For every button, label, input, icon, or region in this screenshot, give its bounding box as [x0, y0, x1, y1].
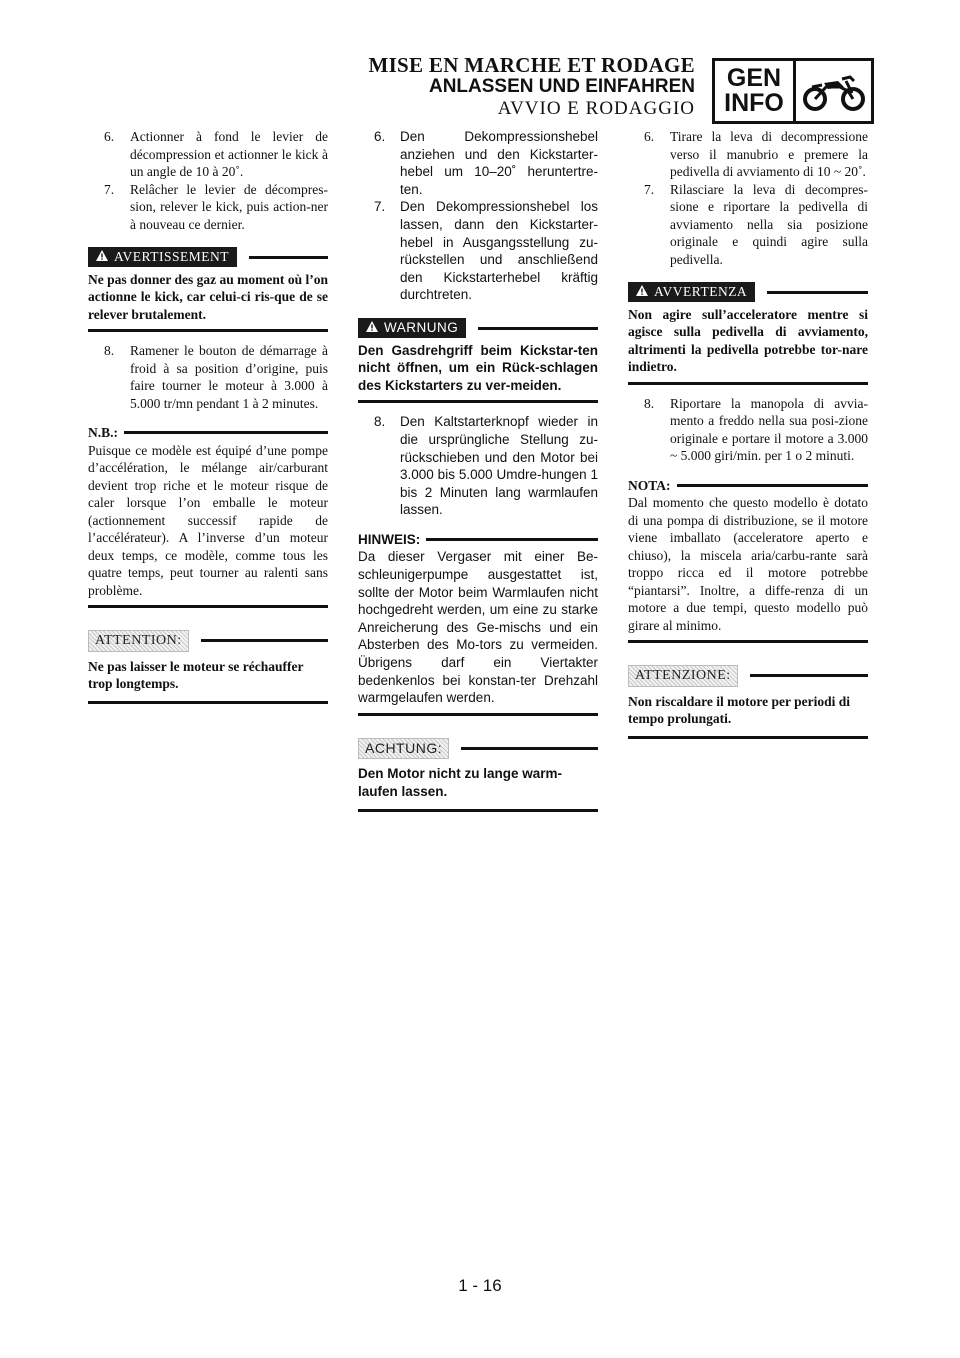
note-label: N.B.: [88, 425, 118, 440]
title-italian: AVVIO E RODAGGIO [497, 98, 695, 119]
divider [249, 256, 328, 259]
step-text: Riportare la manopola di avvia-mento a freddo nella sua posi-zione originale e portare il motore a 3.000 ~ 5.000 giri/min. per 1 o 2 minuti. [670, 395, 868, 463]
step-text: Ramener le bouton de démarrage à froid à sa position d’origine, puis faire tourner le moteur à 3.000 à 5.000 tr/mn pendant 1 à 2 minutes. [130, 343, 328, 411]
warning-text: Non agire sull’acceleratore mentre si agisce sulla pedivella di avviamento, altrimenti la pedivella potrebbe tor-nare indietro. [628, 306, 868, 385]
title-french: MISE EN MARCHE ET RODAGE [368, 53, 695, 77]
note-text: Da dieser Vergaser mit einer Be-schleunigerpumpe ausgestattet ist, sollte der Motor beim Warmlaufen nicht hochgedreht werden, um eine zu starke Anreicherung des Ge-mischs und ein Absterben des Mo-tors zu vermeiden. Übrigens darf ein Viertakter bedenkenlos bei konstan-ter Drehzahl warmgelaufen werden. [358, 548, 598, 715]
step-number: 8. [374, 414, 386, 430]
step-text: Relâcher le levier de décompres-sion, relever le kick, puis action-ner à nouveau ce dernier. [130, 181, 328, 232]
divider [750, 674, 868, 677]
page-number: 1 - 16 [458, 1276, 502, 1295]
step-7 [644, 181, 868, 269]
step-text: Den Kaltstarterknopf wieder in die ursprüngliche Stellung zu-rückschieben und den Motor bei 3.000 bis 5.000 Umdre-hungen 1 bis 2 Minuten lang warmlaufen lassen. [400, 414, 598, 518]
step-7 [104, 181, 328, 234]
divider [767, 291, 868, 294]
warning-text: Den Gasdrehgriff beim Kickstar-ten nicht öffnen, um ein Rück-schlagen des Kickstarters zu ver-meiden. [358, 342, 598, 404]
column-german [358, 128, 598, 812]
divider [478, 327, 598, 330]
warning-label: AVVERTENZA [654, 284, 748, 299]
divider [201, 639, 328, 642]
caution-label: ATTENZIONE: [628, 665, 738, 687]
warning-triangle-icon [96, 248, 108, 266]
warning-text: Ne pas donner des gaz au moment où l’on actionne le kick, car celui-ci ris-que de se relever brutalement. [88, 271, 328, 333]
warning-header [358, 318, 598, 338]
note-label: HINWEIS: [358, 531, 421, 547]
note-header [88, 424, 328, 442]
step-text: Actionner à fond le levier de décompression et actionner le kick à un angle de 10 à 20˚. [130, 129, 328, 179]
motorcycle-icon [796, 61, 871, 121]
step-text: Den Dekompressionshebel anziehen und den Kickstarter-hebel um 10–20˚ heruntertre-ten. [400, 129, 598, 197]
badge-line-2: INFO [724, 89, 784, 117]
step-8 [374, 413, 598, 519]
note-text: Dal momento che questo modello è dotato di una pompa di distribuzione, se il motore viene imballato (acceleratore aperto e chiuso), la miscela aria/carbu-rante sarà troppo ricca ed il motore potrebbe “piantarsi”. Inoltre, a diffe-renza di un motore a due tempi, questo modello può girare al minimo. [628, 494, 868, 643]
warning-label: AVERTISSEMENT [114, 249, 229, 264]
caution-header [88, 630, 328, 652]
step-text: Tirare la leva di decompressione verso il manubrio e premere la pedivella di avviamento di 10 ~ 20˚. [670, 129, 868, 179]
warning-label-box [358, 318, 466, 338]
warning-header [628, 282, 868, 302]
caution-header [358, 738, 598, 760]
divider [461, 747, 598, 750]
badge-label [715, 61, 796, 121]
step-text: Den Dekompressionshebel los lassen, dann den Kickstarter-hebel in Ausgangsstellung zu-rückstellen und anschließend den Kickstarterhebel kräftig durchtreten. [400, 199, 598, 303]
section-titles [368, 54, 695, 120]
step-number: 7. [374, 199, 386, 215]
caution-header [628, 665, 868, 687]
step-number: 8. [104, 343, 115, 358]
step-number: 7. [644, 181, 655, 197]
title-german: ANLASSEN UND EINFAHREN [428, 76, 695, 97]
step-number: 8. [644, 395, 655, 411]
step-8 [104, 342, 328, 412]
badge-line-1: GEN [726, 64, 782, 92]
note-header [358, 531, 598, 549]
step-text: Rilasciare la leva di decompres-sione e riportare la pedivella di avviamento nella sia posizione originale e quindi agire sulla pedivella. [670, 181, 868, 267]
caution-text: Non riscaldare il motore per periodi di tempo prolungati. [628, 693, 868, 739]
warning-header [88, 247, 328, 267]
warning-label: WARNUNG [384, 319, 459, 335]
step-6 [644, 128, 868, 181]
step-6 [104, 128, 328, 181]
note-label: NOTA: [628, 477, 671, 493]
note-header [628, 477, 868, 495]
caution-text: Ne pas laisser le moteur se réchauffer trop longtemps. [88, 658, 328, 704]
caution-label: ACHTUNG: [358, 738, 449, 760]
step-number: 6. [644, 129, 655, 144]
note-text: Puisque ce modèle est équipé d’une pompe d’accélération, le mélange air/carburant devient trop riche et le moteur risque de caler lorsque l’on emballe le moteur (actionnement successif rapide de l’accélérateur). A l’inverse d’un moteur deux temps, ce modèle, comme tous les quatre temps, peut tourner au ralenti sans problème. [88, 442, 328, 609]
step-number: 7. [104, 181, 115, 197]
warning-label-box [88, 247, 237, 267]
gen-info-badge [712, 58, 874, 124]
step-7 [374, 198, 598, 304]
page-header [0, 50, 960, 120]
divider [677, 484, 869, 487]
column-italian [628, 128, 868, 739]
step-8 [644, 395, 868, 465]
warning-label-box [628, 282, 755, 302]
divider [124, 431, 328, 434]
divider [426, 538, 598, 541]
step-number: 6. [104, 129, 115, 144]
caution-text: Den Motor nicht zu lange warm-laufen lassen. [358, 765, 598, 811]
warning-triangle-icon [366, 319, 378, 337]
step-number: 6. [374, 129, 386, 144]
column-french [88, 128, 328, 704]
warning-triangle-icon [636, 283, 648, 301]
caution-label: ATTENTION: [88, 630, 189, 652]
step-6 [374, 128, 598, 198]
